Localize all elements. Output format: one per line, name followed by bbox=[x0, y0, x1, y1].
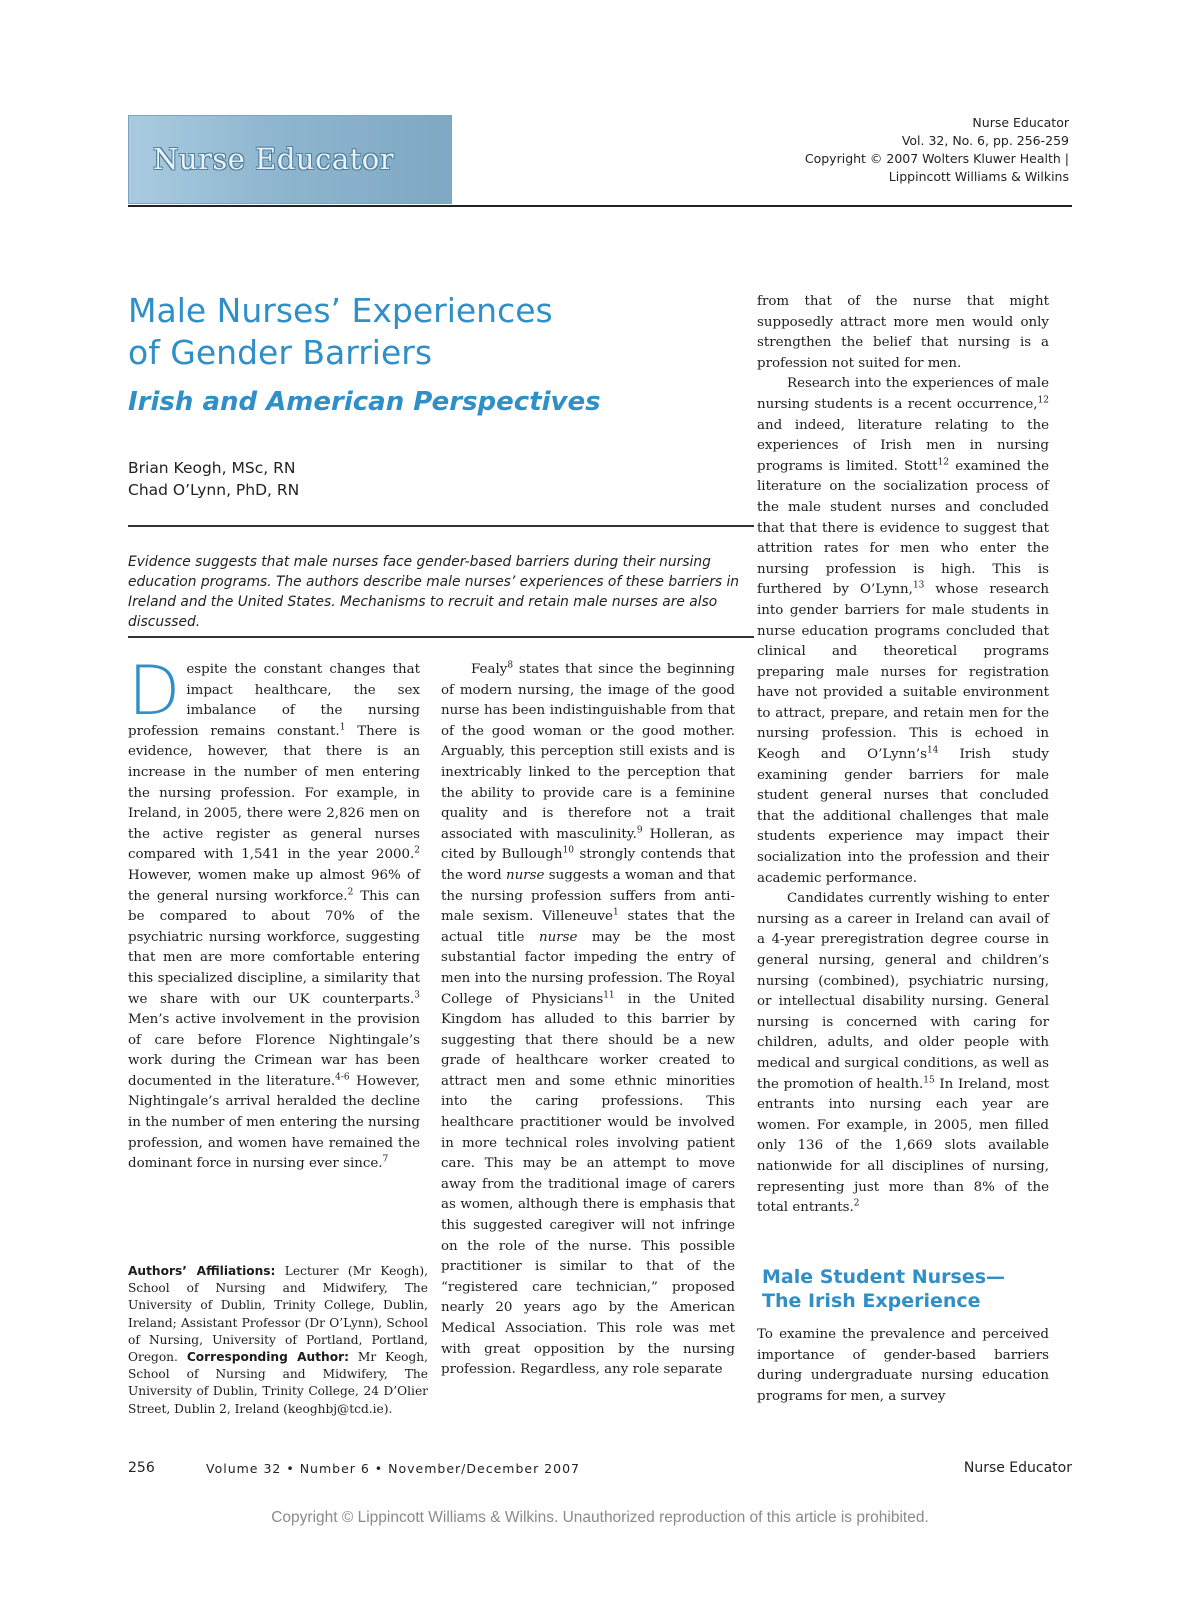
col2-paragraph: Fealy$^8$ states that since the beginning of modern nursing, the image of the good nurse has been indistinguishable from that of the good woman or the good mother. Arguably, this perception still exists and is inextricably linked to the perception that the ability to provide care is a feminine quality and is therefore not a trait associated with masculinity.$^9$ Holleran, as cited by Bullough$^{10}$ strongly contends that the word nurse suggests a woman and that the nursing profession suffers from anti-male sexism. Villeneuve$^1$ states that the actual title nurse may be the most substantial factor impeding the entry of men into the nursing profession. The Royal College of Physicians$^{11}$ in the United Kingdom has alluded to this barrier by suggesting that there should be a new grade of healthcare worker created to attract men and some ethnic minorities into the caring professions. This healthcare practitioner would be involved in more technical roles involving patient care. This may be an attempt to move away from the traditional image of carers as women, although there is emphasis that this suggested caregiver will not infringe on the role of the nurse. This possible practitioner is similar to that of the “registered care technician,” proposed nearly 20 years ago by the American Medical Association. This role was met with great opposition by the nursing profession. Regardless, any role separate bbox=[441, 660, 735, 1378]
section-heading bbox=[762, 1265, 1072, 1313]
body-column-2 bbox=[441, 660, 735, 1381]
drop-cap: D bbox=[128, 652, 181, 731]
publication-info bbox=[805, 114, 1069, 186]
journal-logo-text: Nurse Educator bbox=[153, 142, 395, 176]
author-2: Chad O’Lynn, PhD, RN bbox=[128, 481, 300, 499]
col3-paragraph-4: To examine the prevalence and perceived importance of gender-based barriers during undergraduate nursing education programs for men, a survey bbox=[757, 1327, 1049, 1404]
affiliations-label: Authors’ Affiliations: bbox=[128, 1264, 276, 1278]
corresponding-text: Mr Keogh, School of Nursing and Midwifery, The University of Dublin, Trinity College, 24 D’Olier Street, Dublin 2, Ireland (keoghbj@tcd.ie). bbox=[128, 1350, 429, 1416]
footer-journal: Nurse Educator bbox=[963, 1460, 1072, 1476]
pubinfo-volume: Vol. 32, No. 6, pp. 256-259 bbox=[901, 133, 1069, 148]
header-divider bbox=[128, 205, 1072, 207]
pubinfo-publisher: Lippincott Williams & Wilkins bbox=[888, 169, 1069, 184]
abstract: Evidence suggests that male nurses face gender-based barriers during their nursing education programs. The authors describe male nurses’ experiences of these barriers in Ireland and the United States. Mechanisms to recruit and retain male nurses are also discussed. bbox=[128, 554, 740, 630]
title-line-2: of Gender Barriers bbox=[128, 333, 433, 372]
author-affiliations bbox=[128, 1263, 428, 1418]
affiliations-text: Lecturer (Mr Keogh), School of Nursing and Midwifery, The University of Dublin, Trinity College, Dublin, Ireland; Assistant Professor (Dr O’Lynn), School of Nursing, University of Portland, Portland, Oregon. bbox=[128, 1264, 428, 1365]
journal-banner bbox=[128, 115, 452, 204]
col1-paragraph: Despite the constant changes that impact healthcare, the sex imbalance of the nursing profession remains constant.$^1$ There is evidence, however, that there is an increase in the number of men entering the nursing profession. For example, in Ireland, in 2005, there were 2,826 men on the active register as general nurses compared with 1,541 in the year 2000.$^2$ However, women make up almost 96% of the general nursing workforce.$^2$ This can be compared to about 70% of the psychiatric nursing workforce, suggesting that men are more comfortable entering this specialized discipline, a similarity that we share with our UK counterparts.$^3$ Men’s active involvement in the provision of care before Florence Nightingale’s work during the Crimean war has been documented in the literature.$^{4-6}$ However, Nightingale’s arrival heralded the decline in the number of men entering the nursing profession, and women have remained the dominant force in nursing ever since.$^7$ bbox=[128, 652, 420, 1172]
abstract-top-rule bbox=[128, 525, 754, 527]
title-line-1: Male Nurses’ Experiences bbox=[128, 291, 553, 330]
article-title bbox=[128, 290, 648, 374]
col3-paragraph-3: Candidates currently wishing to enter nursing as a career in Ireland can avail of a 4-year preregistration degree course in general nursing, general and children’s nursing (combined), psychiatric nursing, or intellectual disability nursing. General nursing is concerned with caring for children, adults, and older people with medical and surgical conditions, as well as the promotion of health.$^{15}$ In Ireland, most entrants into nursing each year are women. For example, in 2005, men filled only 136 of the 1,669 slots available nationwide for all disciplines of nursing, representing just more than 8% of the total entrants.$^2$ bbox=[757, 891, 1049, 1216]
article-subtitle: Irish and American Perspectives bbox=[128, 387, 601, 417]
issue-info: Volume 32 • Number 6 • November/December 2007 bbox=[206, 1461, 580, 1476]
body-column-3-continued bbox=[757, 1325, 1049, 1407]
pubinfo-copyright: Copyright © 2007 Wolters Kluwer Health | bbox=[804, 151, 1069, 166]
pubinfo-journal: Nurse Educator bbox=[972, 115, 1069, 130]
author-1: Brian Keogh, MSc, RN bbox=[128, 459, 296, 477]
body-column-3 bbox=[757, 292, 1049, 1219]
author-list bbox=[128, 457, 299, 501]
copyright-notice: Copyright © Lippincott Williams & Wilkins. Unauthorized reproduction of this article is prohibited. bbox=[271, 1509, 929, 1526]
corresponding-label: Corresponding Author: bbox=[186, 1350, 349, 1365]
abstract-bottom-rule bbox=[128, 636, 754, 638]
section-heading-line-2: The Irish Experience bbox=[762, 1290, 981, 1312]
col3-paragraph-2: Research into the experiences of male nursing students is a recent occurrence,$^{12}$ and indeed, literature relating to the experiences of Irish men in nursing programs is limited. Stott$^{12}$ examined the literature on the socialization process of the male student nurses and concluded that that there is evidence to suggest that attrition rates for men who enter the nursing profession is high. This is furthered by O’Lynn,$^{13}$ whose research into gender barriers for male students in nurse education programs concluded that clinical and theoretical programs preparing male nurses for registration have not provided a suitable environment to attract, prepare, and retain men for the nursing profession. This is echoed in Keogh and $O’Lynn’s^{14}$ Irish study examining gender barriers for male student general nurses that concluded that the additional challenges that male students experience may impact their socialization into the profession and their academic performance. bbox=[757, 376, 1049, 886]
col3-paragraph-1: from that of the nurse that might supposedly attract more men would only strengthen the belief that nursing is a profession not suited for men. bbox=[757, 294, 1049, 371]
section-heading-line-1: Male Student Nurses— bbox=[762, 1266, 1006, 1288]
page-number: 256 bbox=[128, 1460, 155, 1476]
body-column-1 bbox=[128, 652, 420, 1175]
